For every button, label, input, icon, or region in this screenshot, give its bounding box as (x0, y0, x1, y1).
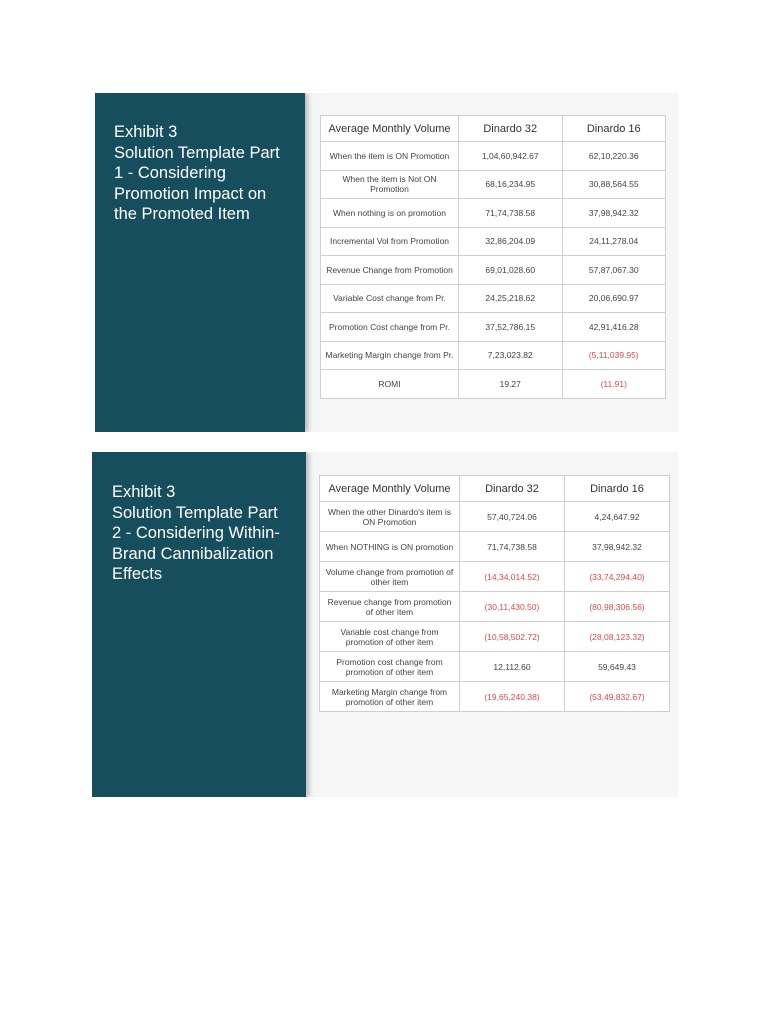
cell-dinardo-16: (33,74,294.40) (565, 562, 670, 592)
title-line: the Promoted Item (114, 205, 250, 223)
title-line: Promotion Impact on (114, 184, 267, 203)
row-label: When the other Dinardo's item is ON Promotion (320, 502, 460, 532)
cell-dinardo-32: 37,52,786.15 (459, 313, 563, 342)
table-row (321, 199, 666, 228)
row-label: ROMI (321, 370, 459, 399)
cell-dinardo-32: 12,112.60 (460, 652, 565, 682)
cell-dinardo-32: (14,34,014.52) (460, 562, 565, 592)
row-label: Variable cost change from promotion of other item (320, 622, 460, 652)
table-header-row (321, 116, 666, 142)
column-header: Average Monthly Volume (321, 116, 459, 142)
table-row (320, 592, 670, 622)
table-row (320, 652, 670, 682)
title-line: Effects (112, 565, 163, 583)
table-row (321, 284, 666, 313)
row-label: When nothing is on promotion (321, 199, 459, 228)
cell-dinardo-16: 37,98,942.32 (565, 532, 670, 562)
title-line: Exhibit 3 (112, 483, 176, 501)
cell-dinardo-16: (11.91) (562, 370, 666, 399)
table-row (320, 532, 670, 562)
cell-dinardo-16: 30,88,564.55 (562, 170, 666, 199)
cell-dinardo-32: 1,04,60,942.67 (459, 142, 563, 171)
row-label: Variable Cost change from Pr. (321, 284, 459, 313)
exhibit-title (114, 122, 299, 225)
cell-dinardo-32: (19,65,240.38) (460, 682, 565, 712)
cell-dinardo-16: 62,10,220.36 (562, 142, 666, 171)
column-header: Dinardo 16 (565, 476, 670, 502)
cell-dinardo-32: 24,25,218.62 (459, 284, 563, 313)
title-line: Exhibit 3 (114, 123, 178, 141)
title-panel (92, 452, 306, 797)
cell-dinardo-16: (80,98,306.56) (565, 592, 670, 622)
exhibit-slide-part-2 (92, 452, 678, 797)
cell-dinardo-16: 20,06,690.97 (562, 284, 666, 313)
table-row (321, 256, 666, 285)
table-row (320, 682, 670, 712)
row-label: Promotion cost change from promotion of other item (320, 652, 460, 682)
table-row (321, 227, 666, 256)
column-header: Dinardo 16 (562, 116, 666, 142)
row-label: When the item is Not ON Promotion (321, 170, 459, 199)
cell-dinardo-32: 68,16,234.95 (459, 170, 563, 199)
cell-dinardo-16: (28,08,123.32) (565, 622, 670, 652)
table-row (321, 170, 666, 199)
row-label: Revenue Change from Promotion (321, 256, 459, 285)
cell-dinardo-16: 24,11,278.04 (562, 227, 666, 256)
row-label: Marketing Margin change from Pr. (321, 341, 459, 370)
row-label: When NOTHING is ON promotion (320, 532, 460, 562)
column-header: Dinardo 32 (459, 116, 563, 142)
table-row (321, 341, 666, 370)
table-row (321, 370, 666, 399)
column-header: Dinardo 32 (460, 476, 565, 502)
cell-dinardo-32: 32,86,204.09 (459, 227, 563, 256)
title-line: 1 - Considering (114, 164, 226, 182)
promotion-impact-table (320, 115, 666, 399)
title-line: 2 - Considering Within- (112, 524, 280, 542)
title-line: Brand Cannibalization (112, 544, 274, 563)
exhibit-title (112, 482, 302, 585)
cell-dinardo-16: 42,91,416.28 (562, 313, 666, 342)
cell-dinardo-32: 57,40,724.06 (460, 502, 565, 532)
cell-dinardo-16: (53,49,832.67) (565, 682, 670, 712)
table-header-row (320, 476, 670, 502)
cell-dinardo-32: 69,01,028.60 (459, 256, 563, 285)
table-row (321, 313, 666, 342)
cell-dinardo-32: 71,74,738.58 (459, 199, 563, 228)
column-header: Average Monthly Volume (320, 476, 460, 502)
cell-dinardo-16: 59,649.43 (565, 652, 670, 682)
table-row (321, 142, 666, 171)
title-line: Solution Template Part (114, 143, 280, 162)
exhibit-slide-part-1 (95, 93, 678, 432)
row-label: Incremental Vol from Promotion (321, 227, 459, 256)
row-label: Revenue change from promotion of other item (320, 592, 460, 622)
row-label: Promotion Cost change from Pr. (321, 313, 459, 342)
row-label: When the item is ON Promotion (321, 142, 459, 171)
title-panel (95, 93, 305, 432)
title-line: Solution Template Part (112, 503, 278, 522)
cell-dinardo-16: 57,87,067.30 (562, 256, 666, 285)
table-row (320, 622, 670, 652)
table-row (320, 502, 670, 532)
cell-dinardo-32: 71,74,738.58 (460, 532, 565, 562)
cell-dinardo-32: 19.27 (459, 370, 563, 399)
cell-dinardo-16: 37,98,942.32 (562, 199, 666, 228)
cell-dinardo-16: 4,24,647.92 (565, 502, 670, 532)
cannibalization-table (319, 475, 670, 712)
row-label: Volume change from promotion of other item (320, 562, 460, 592)
table-row (320, 562, 670, 592)
cell-dinardo-32: (10,58,502.72) (460, 622, 565, 652)
row-label: Marketing Margin change from promotion of other item (320, 682, 460, 712)
cell-dinardo-32: 7,23,023.82 (459, 341, 563, 370)
cell-dinardo-32: (30,11,430.50) (460, 592, 565, 622)
cell-dinardo-16: (5,11,039.95) (562, 341, 666, 370)
